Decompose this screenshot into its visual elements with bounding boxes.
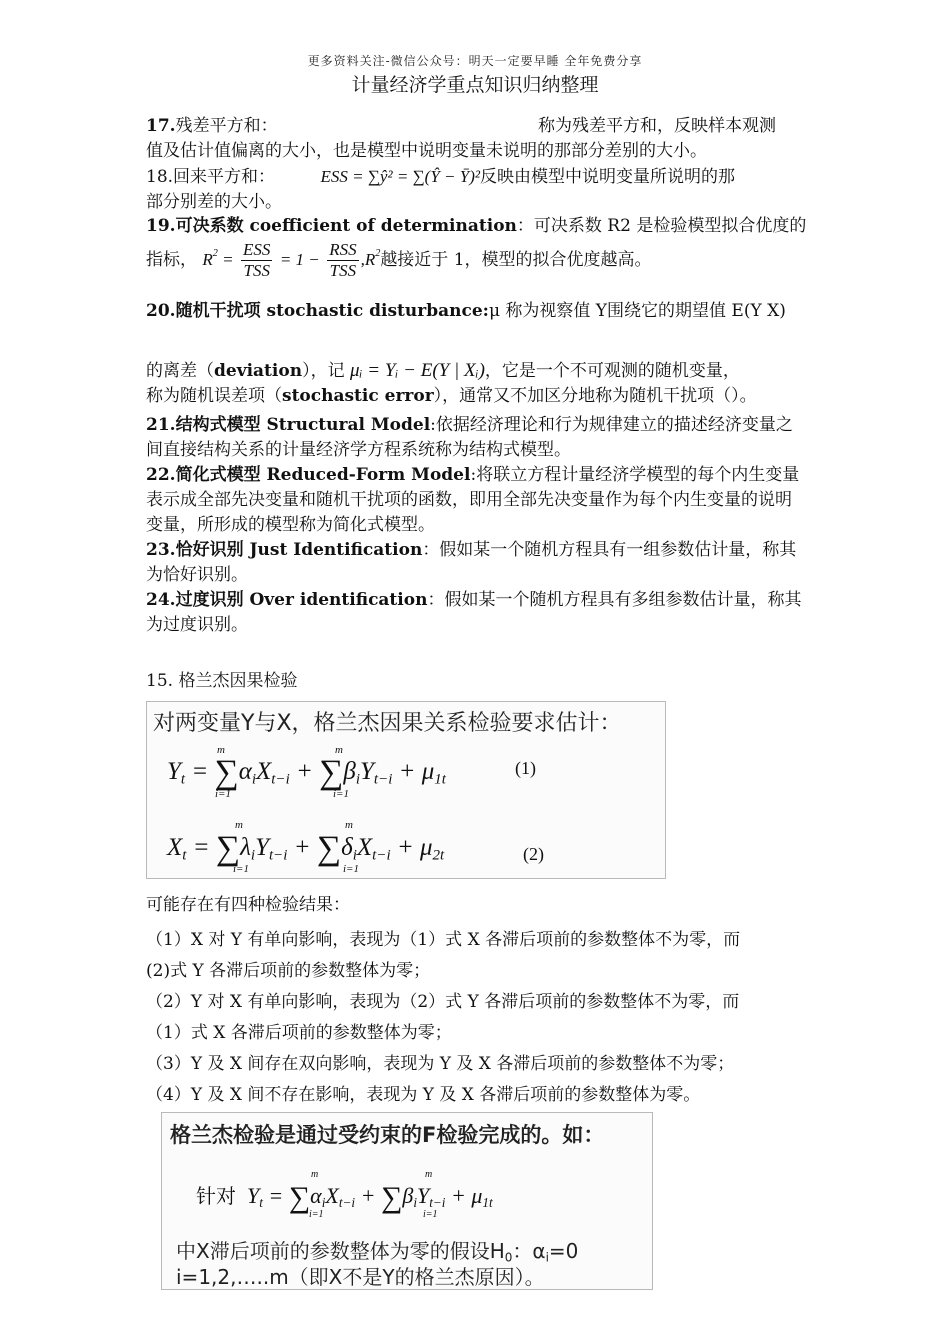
item-20-label: 随机干扰项 stochastic disturbance: (175, 301, 489, 321)
ess-tss-fraction: $\frac{\text{ESS}}{\text{TSS}}$ (243, 240, 271, 280)
header-note: 更多资料关注-微信公众号：明天一定要早睡 全年免费分享 (307, 54, 643, 68)
item-20-text2a: 的离差（ (146, 361, 214, 381)
results-list (146, 925, 808, 1111)
item-20-text3c: ），通常又不加区分地称为随机干扰项（）。 (433, 386, 757, 406)
item-20-text3a: 称为随机误差项（ (146, 386, 282, 406)
item-18-text1: 反映由模型中说明变量所说明的那 (479, 167, 735, 187)
item-20-text1: μ 称为视察值 Y围绕它的期望值 E(Y X) (488, 301, 786, 321)
item-22 (146, 463, 808, 538)
one-minus: = 1 − (279, 250, 320, 269)
equation-2-number: (2) (523, 844, 544, 864)
item-22-num: 22. (146, 465, 176, 485)
for-label: 针对 (196, 1184, 236, 1208)
item-17 (146, 114, 808, 164)
item-21-num: 21. (146, 415, 176, 435)
results-intro: 可能存在有四种检验结果： (146, 895, 350, 915)
item-21-label: 结构式模型 Structural Model (175, 415, 431, 435)
item-18 (146, 164, 808, 215)
result-1b: (2)式 Y 各滞后项前的参数整体为零； (146, 961, 431, 981)
rss-tss-fraction: $\frac{\text{RSS}}{\text{TSS}}$ (329, 240, 357, 280)
item-19-num: 19. (146, 216, 176, 236)
r2-symbol-2: $R^2$ (364, 248, 381, 269)
item-19-label: 可决系数 coefficient of determination (175, 216, 517, 236)
granger-f-test-box: 格兰杰检验是通过受约束的F检验完成的。如： 针对 Yt = ∑αiXt−i + ∑βiYt−i + μ1t m i=1 m i=1 中X滞后项前的参数整体为零的假设H0：αi=0 i=1,2,…..m（即X不是Y的格兰杰原因）。 (161, 1112, 653, 1290)
result-1a: （1）X 对 Y 有单向影响，表现为（1）式 X 各滞后项前的参数整体不为零，而 (146, 930, 741, 950)
item-19-prefix: 指标， (146, 250, 197, 270)
item-17-num: 17. (146, 116, 176, 136)
item-18-text2: 部分别差的大小。 (146, 192, 282, 212)
granger-equations-box: 对两变量Y与X，格兰杰因果关系检验要求估计： Yt = ∑αiXt−i + ∑βiYt−i + μ1t m i=1 m i=1 (1) Xt = ∑λiYt−i + ∑δiXt−i + μ2t m i=1 m i=1 (2) (146, 701, 666, 879)
disturbance-formula: μᵢ = Yᵢ − E(Y | Xᵢ) (349, 360, 485, 381)
r2-formula-line: 指标， $R^2$ = $\frac{\text{ESS}}{\text{TSS}}$ = 1 − $\frac{\text{RSS}}{\text{TSS}}$ $,R^2$越接近于 1，模型的拟合优度越高。 (146, 240, 652, 280)
restricted-equation: 针对 Yt = ∑αiXt−i + ∑βiYt−i + μ1t (196, 1181, 493, 1214)
equation-1: Yt = ∑αiXt−i + ∑βiYt−i + μ1t (167, 754, 446, 791)
box2-title: 格兰杰检验是通过受约束的F检验完成的。如： (170, 1123, 605, 1147)
item-22-text: :将联立方程计量经济学模型的每个内生变量表示成全部先决变量和随机干扰项的函数，即用全部先决变量作为每个内生变量的说明变量，所形成的模型称为简化式模型。 (146, 465, 800, 535)
item-19-text1: ：可决系数 R2 是检验模型拟合优度的 (516, 216, 807, 236)
item-23-text: ：假如某一个随机方程具有一组参数估计量，称其为恰好识别。 (146, 540, 797, 585)
result-4: （4）Y 及 X 间不存在影响，表现为 Y 及 X 各滞后项前的参数整体为零。 (146, 1085, 701, 1105)
item-24-text: ：假如某一个随机方程具有多组参数估计量，称其为过度识别。 (146, 590, 802, 635)
item-18-label: 18.回来平方和： (146, 167, 276, 187)
item-22-label: 简化式模型 Reduced-Form Model (175, 465, 471, 485)
hypothesis-line-1: 中X滞后项前的参数整体为零的假设H0：αi=0 (176, 1239, 579, 1265)
item-24-num: 24. (146, 590, 176, 610)
item-20-text2c: ），记 (302, 361, 345, 381)
item-17-text2: 值及估计值偏离的大小，也是模型中说明变量未说明的那部分差别的大小。 (146, 141, 707, 161)
item-20-stochastic-error: stochastic error (282, 386, 434, 406)
item-19-text2: 越接近于 1，模型的拟合优度越高。 (380, 250, 652, 270)
equals-zero: =0 (548, 1239, 579, 1263)
item-20-line1 (146, 299, 808, 324)
equation-1-number: (1) (515, 758, 536, 778)
item-20-num: 20. (146, 301, 176, 321)
r2-symbol: $R^2$ = (202, 248, 234, 269)
item-23-label: 恰好识别 Just Identification (175, 540, 423, 560)
item-19 (146, 214, 808, 239)
item-20-deviation: deviation (214, 361, 303, 381)
section-15-title: 15. 格兰杰因果检验 (146, 671, 298, 691)
alpha-symbol: ：α (512, 1239, 546, 1263)
item-23 (146, 538, 808, 588)
item-17-text1: 称为残差平方和，反映样本观测 (537, 116, 776, 136)
hypothesis-line-2: i=1,2,…..m（即X不是Y的格兰杰原因）。 (176, 1265, 545, 1289)
hypothesis-text: 中X滞后项前的参数整体为零的假设H (176, 1239, 505, 1263)
item-20-text2d: ，它是一个不可观测的随机变量， (484, 361, 740, 381)
item-24-label: 过度识别 Over identification (175, 590, 428, 610)
result-3: （3）Y 及 X 间存在双向影响，表现为 Y 及 X 各滞后项前的参数整体不为零； (146, 1054, 735, 1074)
item-21 (146, 413, 808, 463)
item-23-num: 23. (146, 540, 176, 560)
document-title: 计量经济学重点知识归纳整理 (351, 74, 599, 96)
item-21-text: :依据经济理论和行为规律建立的描述经济变量之间直接结构关系的计量经济学方程系统称为结构式模型。 (146, 415, 793, 460)
ess-formula: ESS = ∑ŷ² = ∑(Ŷ − Ȳ)² (320, 167, 480, 186)
box1-title: 对两变量Y与X，格兰杰因果关系检验要求估计： (153, 711, 622, 736)
item-17-label: 残差平方和： (175, 116, 278, 136)
item-20-line2 (146, 358, 808, 409)
result-2a: （2）Y 对 X 有单向影响，表现为（2）式 Y 各滞后项前的参数整体不为零，而 (146, 992, 740, 1012)
result-2b: （1）式 X 各滞后项前的参数整体为零； (146, 1023, 452, 1043)
item-24 (146, 588, 808, 638)
equation-2: Xt = ∑λiYt−i + ∑δiXt−i + μ2t (167, 830, 445, 867)
